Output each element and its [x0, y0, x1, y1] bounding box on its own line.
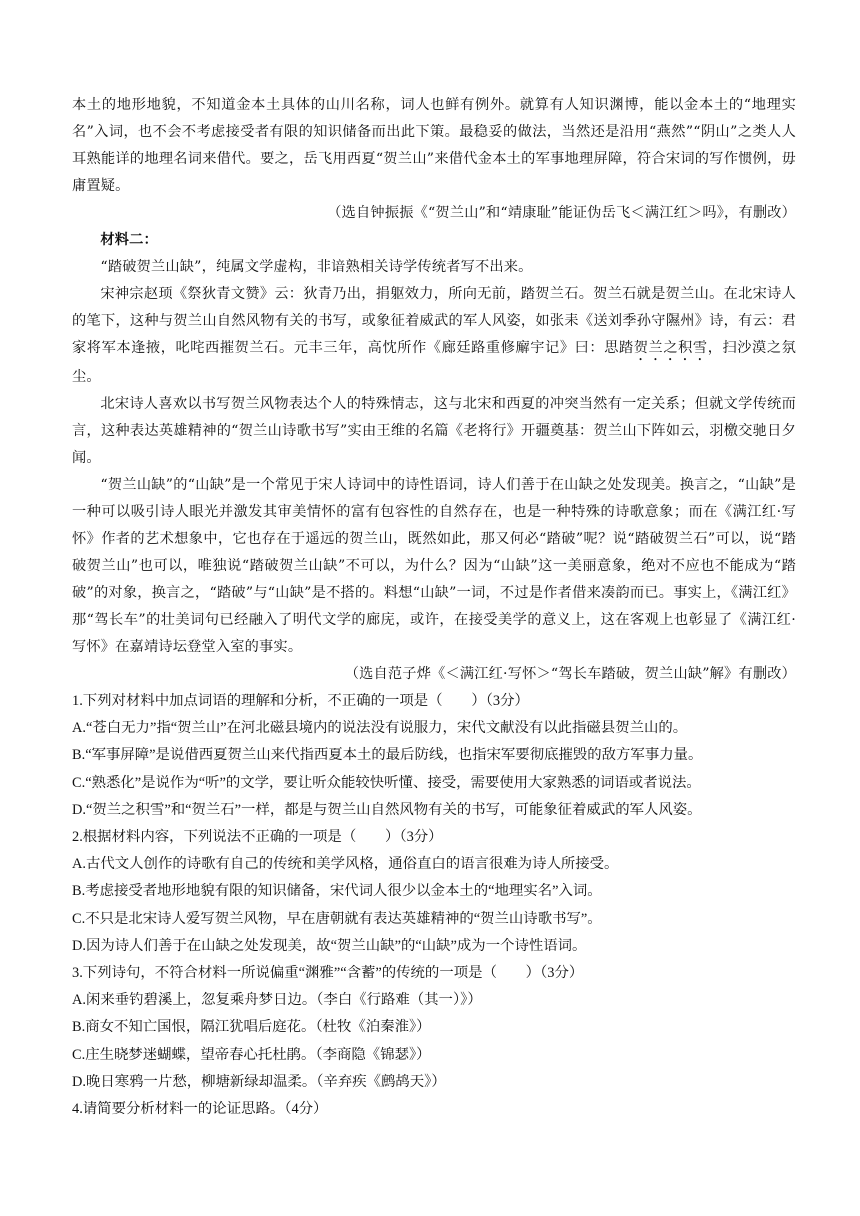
paragraph-2-text-a: 宋神宗赵顼《祭狄青文赞》云：狄青乃出，捐躯效力，所向无前，踏贺兰石。贺兰石就是贺兰山。在北宋诗人的笔下，这种与贺兰山自然风物有关的书写，或象征着威武的军人风姿，如张耒《送刘季孙守隰州》诗，有云：君家将军本逢掖，叱咤西摧贺兰石。元丰三年，高忱所作《廊廷路重修廨宇记》曰：思踏 [72, 286, 796, 356]
question-1-option-b: B.“军事屏障”是说借西夏贺兰山来代指西夏本土的最后防线，也指宋军要彻底摧毁的敌方军事力量。 [72, 747, 703, 764]
material-one-tail [72, 92, 796, 227]
question-3-option-a: A.闲来垂钓碧溪上，忽复乘舟梦日边。（李白《行路难（其一）》） [72, 992, 482, 1009]
question-2-option-c: C.不只是北宋诗人爱写贺兰风物，早在唐朝就有表达英雄精神的“贺兰山诗歌书写”。 [72, 910, 602, 927]
question-1-option-c: C.“熟悉化”是说作为“听”的文学，要让听众能较快听懂、接受，需要使用大家熟悉的词语或者说法。 [72, 774, 701, 791]
question-2-option-d: D.因为诗人们善于在山缺之处发现美，故“贺兰山缺”的“山缺”成为一个诗性语词。 [72, 937, 587, 954]
question-1: 1.下列对材料中加点词语的理解和分析，不正确的一项是（ ）（3分） [72, 693, 529, 709]
question-2: 2.根据材料内容，下列说法不正确的一项是（ ）（3分） [72, 829, 443, 846]
question-2-option-a: A.古代文人创作的诗歌有自己的传统和美学风格，通俗直白的语言很难为诗人所接受。 [72, 856, 619, 873]
material-two-paragraph-3: 北宋诗人喜欢以书写贺兰风物表达个人的特殊情志，这与北宋和西夏的冲突当然有一定关系；但就文学传统而言，这种表达英雄精神的“贺兰山诗歌书写”实由王维的名篇《老将行》开疆奠基：贺兰山下阵如云，羽檄交驰日夕闻。 [72, 396, 796, 466]
question-3-option-d: D.晚日寒鸦一片愁，柳塘新绿却温柔。（辛弃疾《鹧鸪天》） [72, 1073, 446, 1090]
material-two-paragraph-4: “贺兰山缺”的“山缺”是一个常见于宋人诗词中的诗性语词，诗人们善于在山缺之处发现美。换言之，“山缺”是一种可以吸引诗人眼光并激发其审美情怀的富有包容性的自然存在，也是一种特殊的诗歌意象；而在《满江红·写怀》作者的艺术想象中，它也存在于遥远的贺兰山，既然如此，那又何必“踏破”呢？说“踏破贺兰石”可以，说“踏破贺兰山”也可以，唯独说“踏破贺兰山缺”不可以，为什么？因为“山缺”这一美丽意象，绝对不应也不能成为“踏破”的对象，换言之，“踏破”与“山缺”是不搭的。料想“山缺”一词，不过是作者借来凑韵而已。事实上，《满江红》那“驾长车”的壮美词句已经融入了明代文学的廊庑，或许，在接受美学的意义上，这在客观上也彰显了《满江红·写怀》在嘉靖诗坛登堂入室的事实。 [72, 477, 796, 655]
question-3-option-b: B.商女不知亡国恨，隔江犹唱后庭花。（杜牧《泊秦淮》） [72, 1019, 431, 1036]
material-one-paragraph: 本土的地形地貌，不知道金本土具体的山川名称，词人也鲜有例外。就算有人知识渊博，能以金本土的“地理实名”入词，也不会不考虑接受者有限的知识储备而出此下策。最稳妥的做法，当然还是沿用“燕然”“阴山”之类人人耳熟能详的地理名词来借代。要之，岳飞用西夏“贺兰山”来借代金本土的军事地理屏障，符合宋词的写作惯例，毋庸置疑。 [72, 97, 796, 194]
dotted-term: 贺兰之积雪 [633, 340, 708, 356]
material-two-paragraph-2 [72, 281, 796, 391]
exam-page [72, 92, 796, 1123]
question-1-option-a: A.“苍白无力”指“贺兰山”在河北磁县境内的说法没有说服力，宋代文献没有以此指磁县贺兰山的。 [72, 720, 688, 737]
question-2-option-b: B.考虑接受者地形地貌有限的知识储备，宋代词人很少以金本土的“地理实名”入词。 [72, 883, 602, 900]
material-two-heading: 材料二： [100, 232, 158, 248]
question-4: 4.请简要分析材料一的论证思路。（4分） [72, 1101, 328, 1118]
material-two [72, 227, 796, 688]
question-3-option-c: C.庄生晓梦迷蝴蝶，望帝春心托杜鹃。（李商隐《锦瑟》） [72, 1046, 431, 1063]
question-3: 3.下列诗句，不符合材料一所说偏重“渊雅”“含蓄”的传统的一项是（ ）（3分） [72, 965, 584, 982]
material-one-source: （选自钟振振《“贺兰山”和“靖康耻”能证伪岳飞＜满江红＞吗》，有删改） [327, 205, 796, 221]
paragraph-2-text-b: ，扫沙漠之氛尘。 [72, 340, 796, 385]
questions [72, 688, 796, 1123]
question-1-option-d: D.“贺兰之积雪”和“贺兰石”一样，都是与贺兰山自然风物有关的书写，可能象征着威武的军人风姿。 [72, 801, 702, 818]
material-two-source: （选自范子烨《＜满江红·写怀＞“驾长车踏破，贺兰山缺”解》有删改） [344, 666, 796, 682]
material-two-paragraph-1: “踏破贺兰山缺”，纯属文学虚构，非谙熟相关诗学传统者写不出来。 [100, 259, 533, 275]
